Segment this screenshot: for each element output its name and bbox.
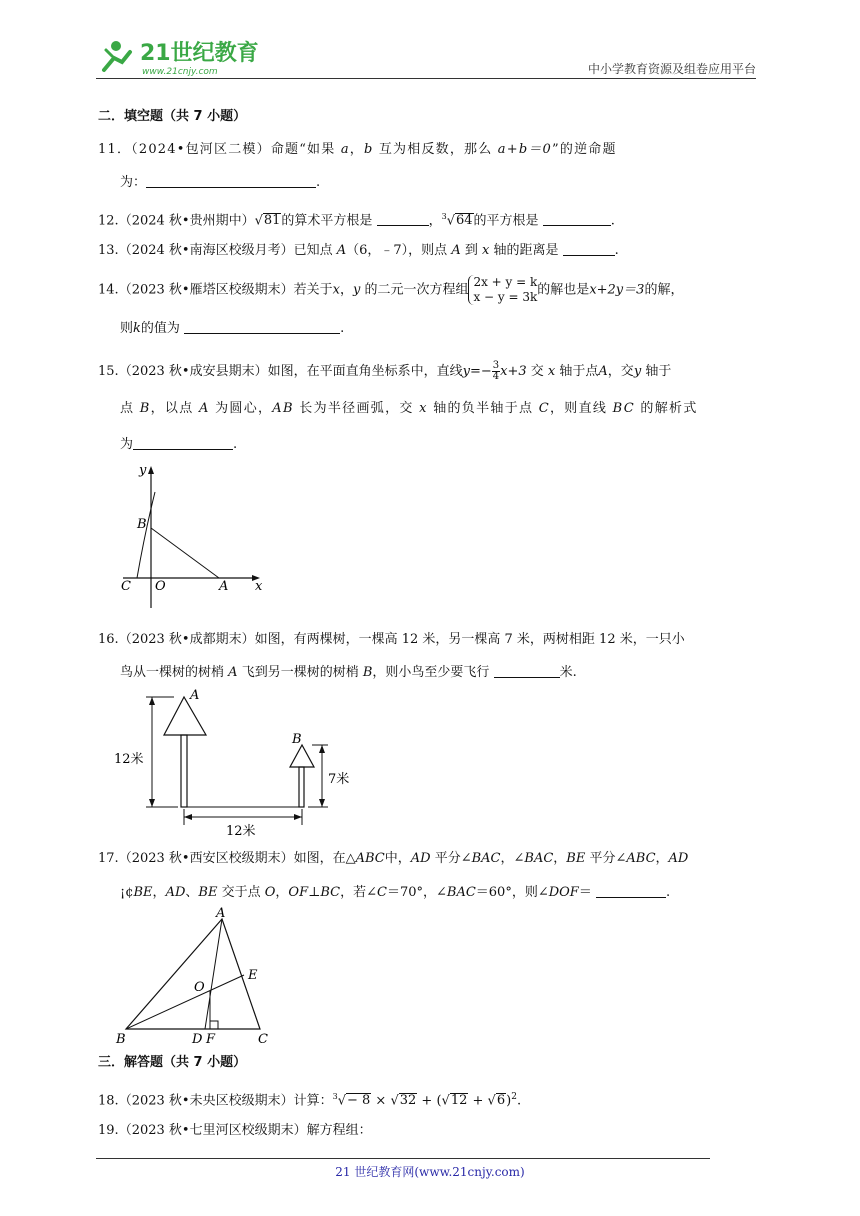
tall-tree — [164, 697, 206, 807]
question-13: 13.（2024 秋•南海区校级月考）已知点 A（6，﹣7），则点 A 到 x 轴的距离是 . — [98, 243, 619, 258]
label-C: C — [121, 579, 131, 594]
logo-text: 21世纪教育 — [140, 41, 259, 66]
label-A: A — [216, 906, 226, 921]
logo-url: www.21cnjy.com — [142, 67, 218, 77]
fraction: $\frac{3}{4}$ — [492, 360, 500, 382]
question-15-line3: 为 . — [120, 437, 238, 452]
question-11: 11．（2024•包河区二模）命题“如果 a，b 互为相反数，那么 a+b＝0”的逆命题 — [98, 142, 617, 157]
segment-BE — [126, 975, 244, 1029]
site-logo — [96, 36, 266, 80]
section-title-fill-blank: 二．填空题（共 7 小题） — [98, 109, 247, 124]
question-14: 14.（2023 秋•雁塔区校级期末）若关于x，y 的二元一次方程组 2x + y = k x − y = 3k 的解也是x+2y＝3的解， — [98, 275, 684, 304]
question-16: 16.（2023 秋•成都期末）如图，有两棵树，一棵高 12 米，另一棵高 7 米，两树相距 12 米，一只小 — [98, 632, 685, 647]
label-height-12: 12米 — [114, 752, 144, 767]
label-C: C — [258, 1032, 268, 1047]
question-15-line2: 点 B，以点 A 为圆心，AB 长为半径画弧，交 x 轴的负半轴于点 C，则直线 BC 的解析式 — [120, 401, 698, 416]
label-height-7: 7米 — [328, 772, 350, 787]
figure-16-trees — [112, 685, 362, 840]
section-title-answer: 三．解答题（共 7 小题） — [98, 1055, 247, 1070]
figure-17-triangle — [112, 905, 282, 1050]
question-15: 15.（2023 秋•成安县期末）如图，在平面直角坐标系中，直线y=− $\frac{3}{4}$ x+3 交 x 轴于点A，交y 轴于 — [98, 360, 672, 382]
figure-15-coordinate-plane — [115, 462, 275, 610]
answer-blank[interactable] — [133, 436, 233, 450]
header-platform-text: 中小学教育资源及组卷应用平台 — [587, 62, 756, 76]
right-angle-mark — [210, 1021, 218, 1029]
footer-link[interactable]: 21 世纪教育网(www.21cnjy.com) — [335, 1165, 525, 1179]
question-17-line2: ¡¢BE，AD、BE 交于点 O，OF⊥BC，若∠C＝70°，∠BAC＝60°，则∠DOF＝ . — [120, 885, 671, 900]
footer-divider — [96, 1158, 710, 1159]
answer-blank[interactable] — [184, 320, 340, 334]
answer-blank[interactable] — [377, 212, 429, 226]
header-divider — [96, 78, 756, 79]
label-A: A — [190, 688, 200, 703]
label-B: B — [292, 732, 302, 747]
equation-system: 2x + y = k x − y = 3k — [468, 275, 537, 305]
label-distance-12: 12米 — [226, 824, 256, 839]
label-x: x — [255, 579, 263, 594]
answer-blank[interactable] — [543, 212, 611, 226]
short-tree — [290, 745, 314, 807]
label-O: O — [194, 980, 205, 995]
label-F: F — [206, 1032, 216, 1047]
question-19: 19.（2023 秋•七里河区校级期末）解方程组： — [98, 1123, 372, 1138]
answer-blank[interactable] — [146, 174, 316, 188]
answer-blank[interactable] — [596, 884, 666, 898]
question-16-line2: 鸟从一棵树的树梢 A 飞到另一棵树的树梢 B，则小鸟至少要飞行 米. — [120, 665, 577, 680]
label-O: O — [155, 579, 166, 594]
label-A: A — [219, 579, 229, 594]
question-18: 18.（2023 秋•未央区校级期末）计算：$^3√- 8 \times √32 + (√12 + √6)^2$. — [98, 1092, 522, 1109]
arc — [137, 492, 155, 578]
label-B: B — [116, 1032, 126, 1047]
answer-blank[interactable] — [494, 664, 560, 678]
line-AB — [151, 528, 219, 578]
label-E: E — [248, 968, 258, 983]
question-11-line2: 为： . — [120, 175, 321, 190]
label-y: y — [139, 463, 147, 478]
answer-blank[interactable] — [563, 242, 615, 256]
question-14-line2: 则k的值为 . — [120, 321, 345, 336]
question-17: 17.（2023 秋•西安区校级期末）如图，在△ABC中，AD 平分∠BAC，∠BAC，BE 平分∠ABC，AD — [98, 851, 689, 866]
runner-icon — [104, 41, 130, 70]
y-axis-arrow — [148, 466, 154, 474]
label-D: D — [192, 1032, 203, 1047]
triangle-ABC — [126, 919, 260, 1029]
question-12: 12.（2024 秋•贵州期中）√81的算术平方根是 ，$^3$√64的平方根是 . — [98, 212, 615, 229]
label-B: B — [137, 517, 147, 532]
